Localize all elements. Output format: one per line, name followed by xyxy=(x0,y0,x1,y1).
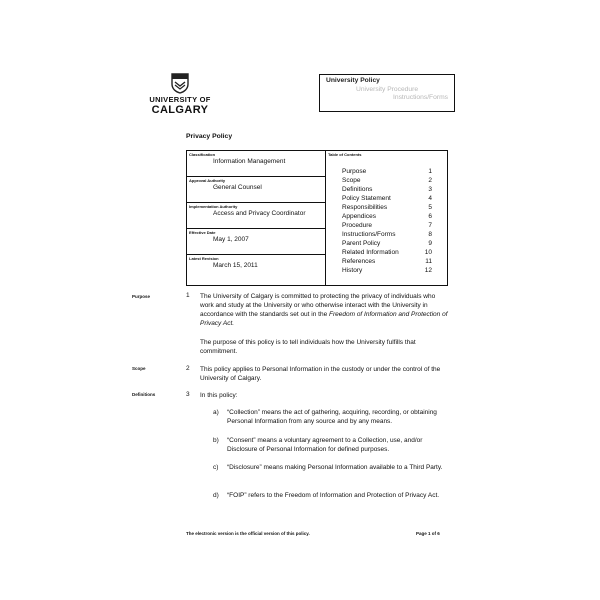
toc-item-name: Policy Statement xyxy=(342,195,391,202)
definitions-intro: In this policy: xyxy=(200,392,238,399)
implementation-authority-value: Access and Privacy Coordinator xyxy=(213,210,306,217)
implementation-authority-cell xyxy=(187,203,325,229)
effective-date-label: Effective Date xyxy=(189,230,216,235)
toc-item[interactable] xyxy=(342,221,432,230)
scope-section-number: 2 xyxy=(186,365,190,372)
toc-item-name: Appendices xyxy=(342,213,376,220)
toc-item-name: Parent Policy xyxy=(342,240,381,247)
scope-section-label: Scope xyxy=(132,366,146,371)
act-name-italic: Freedom of Information and Protection of Privacy Act. xyxy=(200,311,448,327)
toc-item-name: Responsibilities xyxy=(342,204,388,211)
definition-letter: a) xyxy=(213,409,219,416)
definition-item xyxy=(213,408,445,426)
latest-revision-cell xyxy=(187,255,325,285)
toc-item-name: Instructions/Forms xyxy=(342,231,396,238)
toc-item-number: 3 xyxy=(428,186,432,193)
definition-text: “FOIP” refers to the Freedom of Information and Protection of Privacy Act. xyxy=(227,492,440,499)
definition-item xyxy=(213,436,445,454)
effective-date-value: May 1, 2007 xyxy=(213,236,249,243)
definition-item xyxy=(213,491,445,500)
table-of-contents xyxy=(326,151,447,285)
toc-item-name: Procedure xyxy=(342,222,372,229)
policy-type-university-policy: University Policy xyxy=(326,77,380,84)
effective-date-cell xyxy=(187,229,325,255)
toc-item-number: 1 xyxy=(428,168,432,175)
toc-item-number: 6 xyxy=(428,213,432,220)
toc-item[interactable] xyxy=(342,167,432,176)
crest-icon xyxy=(170,72,190,94)
toc-item-name: References xyxy=(342,258,376,265)
toc-item-number: 9 xyxy=(428,240,432,247)
classification-value: Information Management xyxy=(213,158,286,165)
toc-item[interactable] xyxy=(342,230,432,239)
approval-authority-cell xyxy=(187,177,325,203)
toc-item[interactable] xyxy=(342,194,432,203)
toc-item-number: 2 xyxy=(428,177,432,184)
toc-item[interactable] xyxy=(342,239,432,248)
footer-official-version-note: The electronic version is the official version of this policy. xyxy=(186,531,310,536)
definition-letter: c) xyxy=(213,464,219,471)
definition-letter: d) xyxy=(213,492,219,499)
toc-item-number: 10 xyxy=(424,249,432,256)
footer-page-number: Page 1 of 6 xyxy=(416,531,440,536)
definition-text: “Disclosure” means making Personal Information available to a Third Party. xyxy=(227,464,443,471)
toc-item-number: 5 xyxy=(428,204,432,211)
policy-info-table xyxy=(186,150,448,286)
latest-revision-value: March 15, 2011 xyxy=(213,262,258,269)
approval-authority-label: Approval Authority xyxy=(189,178,226,183)
policy-info-left-column xyxy=(187,151,326,285)
policy-type-box xyxy=(319,74,455,112)
purpose-paragraph-2: The purpose of this policy is to tell individuals how the University fulfills that commitment. xyxy=(200,339,416,355)
toc-list xyxy=(342,167,432,275)
definitions-section-number: 3 xyxy=(186,391,190,398)
toc-item-number: 11 xyxy=(425,258,432,265)
toc-item[interactable] xyxy=(342,203,432,212)
logo-text-line1: UNIVERSITY OF xyxy=(149,95,211,104)
policy-type-university-procedure: University Procedure xyxy=(356,85,419,93)
latest-revision-label: Latest Revision xyxy=(189,256,219,261)
classification-cell xyxy=(187,151,325,177)
toc-item-number: 7 xyxy=(428,222,432,229)
toc-item-name: Related Information xyxy=(342,249,399,256)
scope-paragraph: This policy applies to Personal Information in the custody or under the control of the University of Calgary. xyxy=(200,366,441,382)
toc-item[interactable] xyxy=(342,257,432,266)
classification-label: Classification xyxy=(189,152,216,157)
purpose-section-label: Purpose xyxy=(132,294,151,299)
policy-type-instructions-forms: Instructions/Forms xyxy=(393,94,448,102)
definition-text: “Collection” means the act of gathering, acquiring, recording, or obtaining Personal Information from any source and by any means. xyxy=(227,409,437,425)
university-logo xyxy=(140,72,220,116)
toc-item[interactable] xyxy=(342,248,432,257)
toc-item-name: History xyxy=(342,267,363,274)
definition-text: “Consent” means a voluntary agreement to a Collection, use, and/or Disclosure of Personal Information for defined purposes. xyxy=(227,437,423,453)
document-title: Privacy Policy xyxy=(186,133,233,140)
toc-item-number: 12 xyxy=(424,267,432,274)
toc-item-number: 8 xyxy=(428,231,432,238)
purpose-text: The University of Calgary is committed to protecting the privacy of individuals who work and study at the University or who otherwise interact with the University in accordance with the standards set out in the xyxy=(200,293,436,318)
toc-item[interactable] xyxy=(342,266,432,275)
toc-item-name: Definitions xyxy=(342,186,373,193)
toc-item[interactable] xyxy=(342,176,432,185)
toc-label: Table of Contents xyxy=(328,152,362,157)
toc-item[interactable] xyxy=(342,212,432,221)
definition-letter: b) xyxy=(213,437,219,444)
toc-item-name: Purpose xyxy=(342,168,367,175)
purpose-paragraph-1 xyxy=(200,292,450,328)
purpose-section-number: 1 xyxy=(186,292,190,299)
definition-item xyxy=(213,463,445,472)
toc-item-number: 4 xyxy=(428,195,432,202)
definitions-section-label: Definitions xyxy=(132,392,156,397)
implementation-authority-label: Implementation Authority xyxy=(189,204,238,209)
approval-authority-value: General Counsel xyxy=(213,184,262,191)
toc-item[interactable] xyxy=(342,185,432,194)
toc-item-name: Scope xyxy=(342,177,361,184)
logo-text-line2: CALGARY xyxy=(151,104,209,116)
